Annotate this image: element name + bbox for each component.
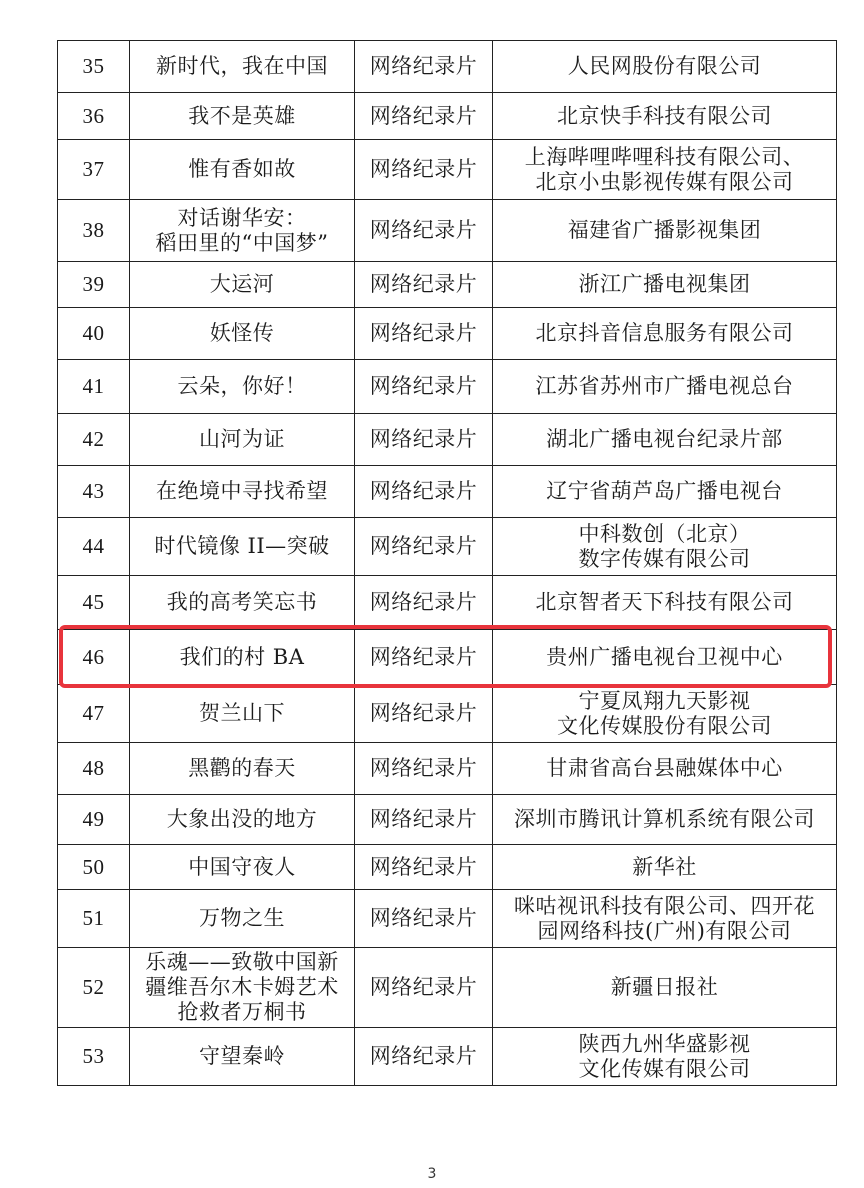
row-title: 惟有香如故 (130, 140, 355, 200)
row-number: 51 (58, 890, 130, 948)
row-number: 39 (58, 262, 130, 308)
page-number: 3 (427, 1166, 437, 1182)
row-title: 大象出没的地方 (130, 795, 355, 845)
table-row (58, 685, 837, 743)
table-row (58, 630, 837, 685)
row-number: 52 (58, 948, 130, 1028)
row-organization: 咪咕视讯科技有限公司、四开花 园网络科技(广州)有限公司 (493, 890, 837, 948)
table-row (58, 890, 837, 948)
row-organization: 新华社 (493, 845, 837, 890)
row-organization: 北京智者天下科技有限公司 (493, 576, 837, 630)
row-number: 41 (58, 360, 130, 414)
row-organization: 陕西九州华盛影视 文化传媒有限公司 (493, 1028, 837, 1086)
row-number: 35 (58, 41, 130, 93)
row-organization: 甘肃省高台县融媒体中心 (493, 743, 837, 795)
row-type: 网络纪录片 (355, 685, 493, 743)
row-type: 网络纪录片 (355, 466, 493, 518)
row-type: 网络纪录片 (355, 630, 493, 685)
table-row (58, 140, 837, 200)
row-type: 网络纪录片 (355, 93, 493, 140)
row-number: 36 (58, 93, 130, 140)
row-title: 妖怪传 (130, 308, 355, 360)
row-number: 53 (58, 1028, 130, 1086)
row-title: 我们的村 BA (130, 630, 355, 685)
row-type: 网络纪录片 (355, 414, 493, 466)
row-title: 对话谢华安： 稻田里的“中国梦” (130, 200, 355, 262)
row-number: 38 (58, 200, 130, 262)
table-row (58, 200, 837, 262)
row-number: 45 (58, 576, 130, 630)
row-number: 50 (58, 845, 130, 890)
row-number: 46 (58, 630, 130, 685)
row-number: 48 (58, 743, 130, 795)
row-type: 网络纪录片 (355, 948, 493, 1028)
table-row (58, 414, 837, 466)
row-title: 乐魂——致敬中国新 疆维吾尔木卡姆艺术 抢救者万桐书 (130, 948, 355, 1028)
table-row (58, 845, 837, 890)
row-number: 37 (58, 140, 130, 200)
row-type: 网络纪录片 (355, 140, 493, 200)
table-row (58, 93, 837, 140)
row-type: 网络纪录片 (355, 308, 493, 360)
row-title: 我不是英雄 (130, 93, 355, 140)
row-type: 网络纪录片 (355, 41, 493, 93)
row-number: 40 (58, 308, 130, 360)
row-title: 万物之生 (130, 890, 355, 948)
table-row (58, 576, 837, 630)
row-organization: 北京抖音信息服务有限公司 (493, 308, 837, 360)
row-number: 49 (58, 795, 130, 845)
table-row (58, 466, 837, 518)
table-row (58, 308, 837, 360)
row-organization: 上海哔哩哔哩科技有限公司、 北京小虫影视传媒有限公司 (493, 140, 837, 200)
row-type: 网络纪录片 (355, 518, 493, 576)
row-organization: 浙江广播电视集团 (493, 262, 837, 308)
row-title: 在绝境中寻找希望 (130, 466, 355, 518)
row-organization: 福建省广播影视集团 (493, 200, 837, 262)
row-organization: 宁夏凤翔九天影视 文化传媒股份有限公司 (493, 685, 837, 743)
row-type: 网络纪录片 (355, 576, 493, 630)
table-row (58, 518, 837, 576)
row-number: 47 (58, 685, 130, 743)
table-row (58, 41, 837, 93)
table-row (58, 743, 837, 795)
row-organization: 新疆日报社 (493, 948, 837, 1028)
row-type: 网络纪录片 (355, 890, 493, 948)
row-type: 网络纪录片 (355, 845, 493, 890)
row-organization: 深圳市腾讯计算机系统有限公司 (493, 795, 837, 845)
row-organization: 贵州广播电视台卫视中心 (493, 630, 837, 685)
row-title: 云朵，你好！ (130, 360, 355, 414)
row-title: 我的高考笑忘书 (130, 576, 355, 630)
row-type: 网络纪录片 (355, 262, 493, 308)
table-body (58, 41, 837, 1086)
row-organization: 江苏省苏州市广播电视总台 (493, 360, 837, 414)
row-title: 黑鹳的春天 (130, 743, 355, 795)
row-number: 42 (58, 414, 130, 466)
row-type: 网络纪录片 (355, 795, 493, 845)
row-organization: 中科数创（北京） 数字传媒有限公司 (493, 518, 837, 576)
row-organization: 人民网股份有限公司 (493, 41, 837, 93)
table-row (58, 262, 837, 308)
row-number: 44 (58, 518, 130, 576)
row-organization: 湖北广播电视台纪录片部 (493, 414, 837, 466)
row-type: 网络纪录片 (355, 1028, 493, 1086)
row-title: 新时代，我在中国 (130, 41, 355, 93)
row-organization: 北京快手科技有限公司 (493, 93, 837, 140)
row-title: 贺兰山下 (130, 685, 355, 743)
row-title: 中国守夜人 (130, 845, 355, 890)
table-row (58, 360, 837, 414)
row-title: 山河为证 (130, 414, 355, 466)
row-type: 网络纪录片 (355, 360, 493, 414)
award-table (57, 40, 837, 1086)
row-organization: 辽宁省葫芦岛广播电视台 (493, 466, 837, 518)
row-title: 守望秦岭 (130, 1028, 355, 1086)
table-row (58, 795, 837, 845)
row-type: 网络纪录片 (355, 200, 493, 262)
table-row (58, 948, 837, 1028)
row-title: 大运河 (130, 262, 355, 308)
table-row (58, 1028, 837, 1086)
row-number: 43 (58, 466, 130, 518)
row-title: 时代镜像 II—突破 (130, 518, 355, 576)
row-type: 网络纪录片 (355, 743, 493, 795)
